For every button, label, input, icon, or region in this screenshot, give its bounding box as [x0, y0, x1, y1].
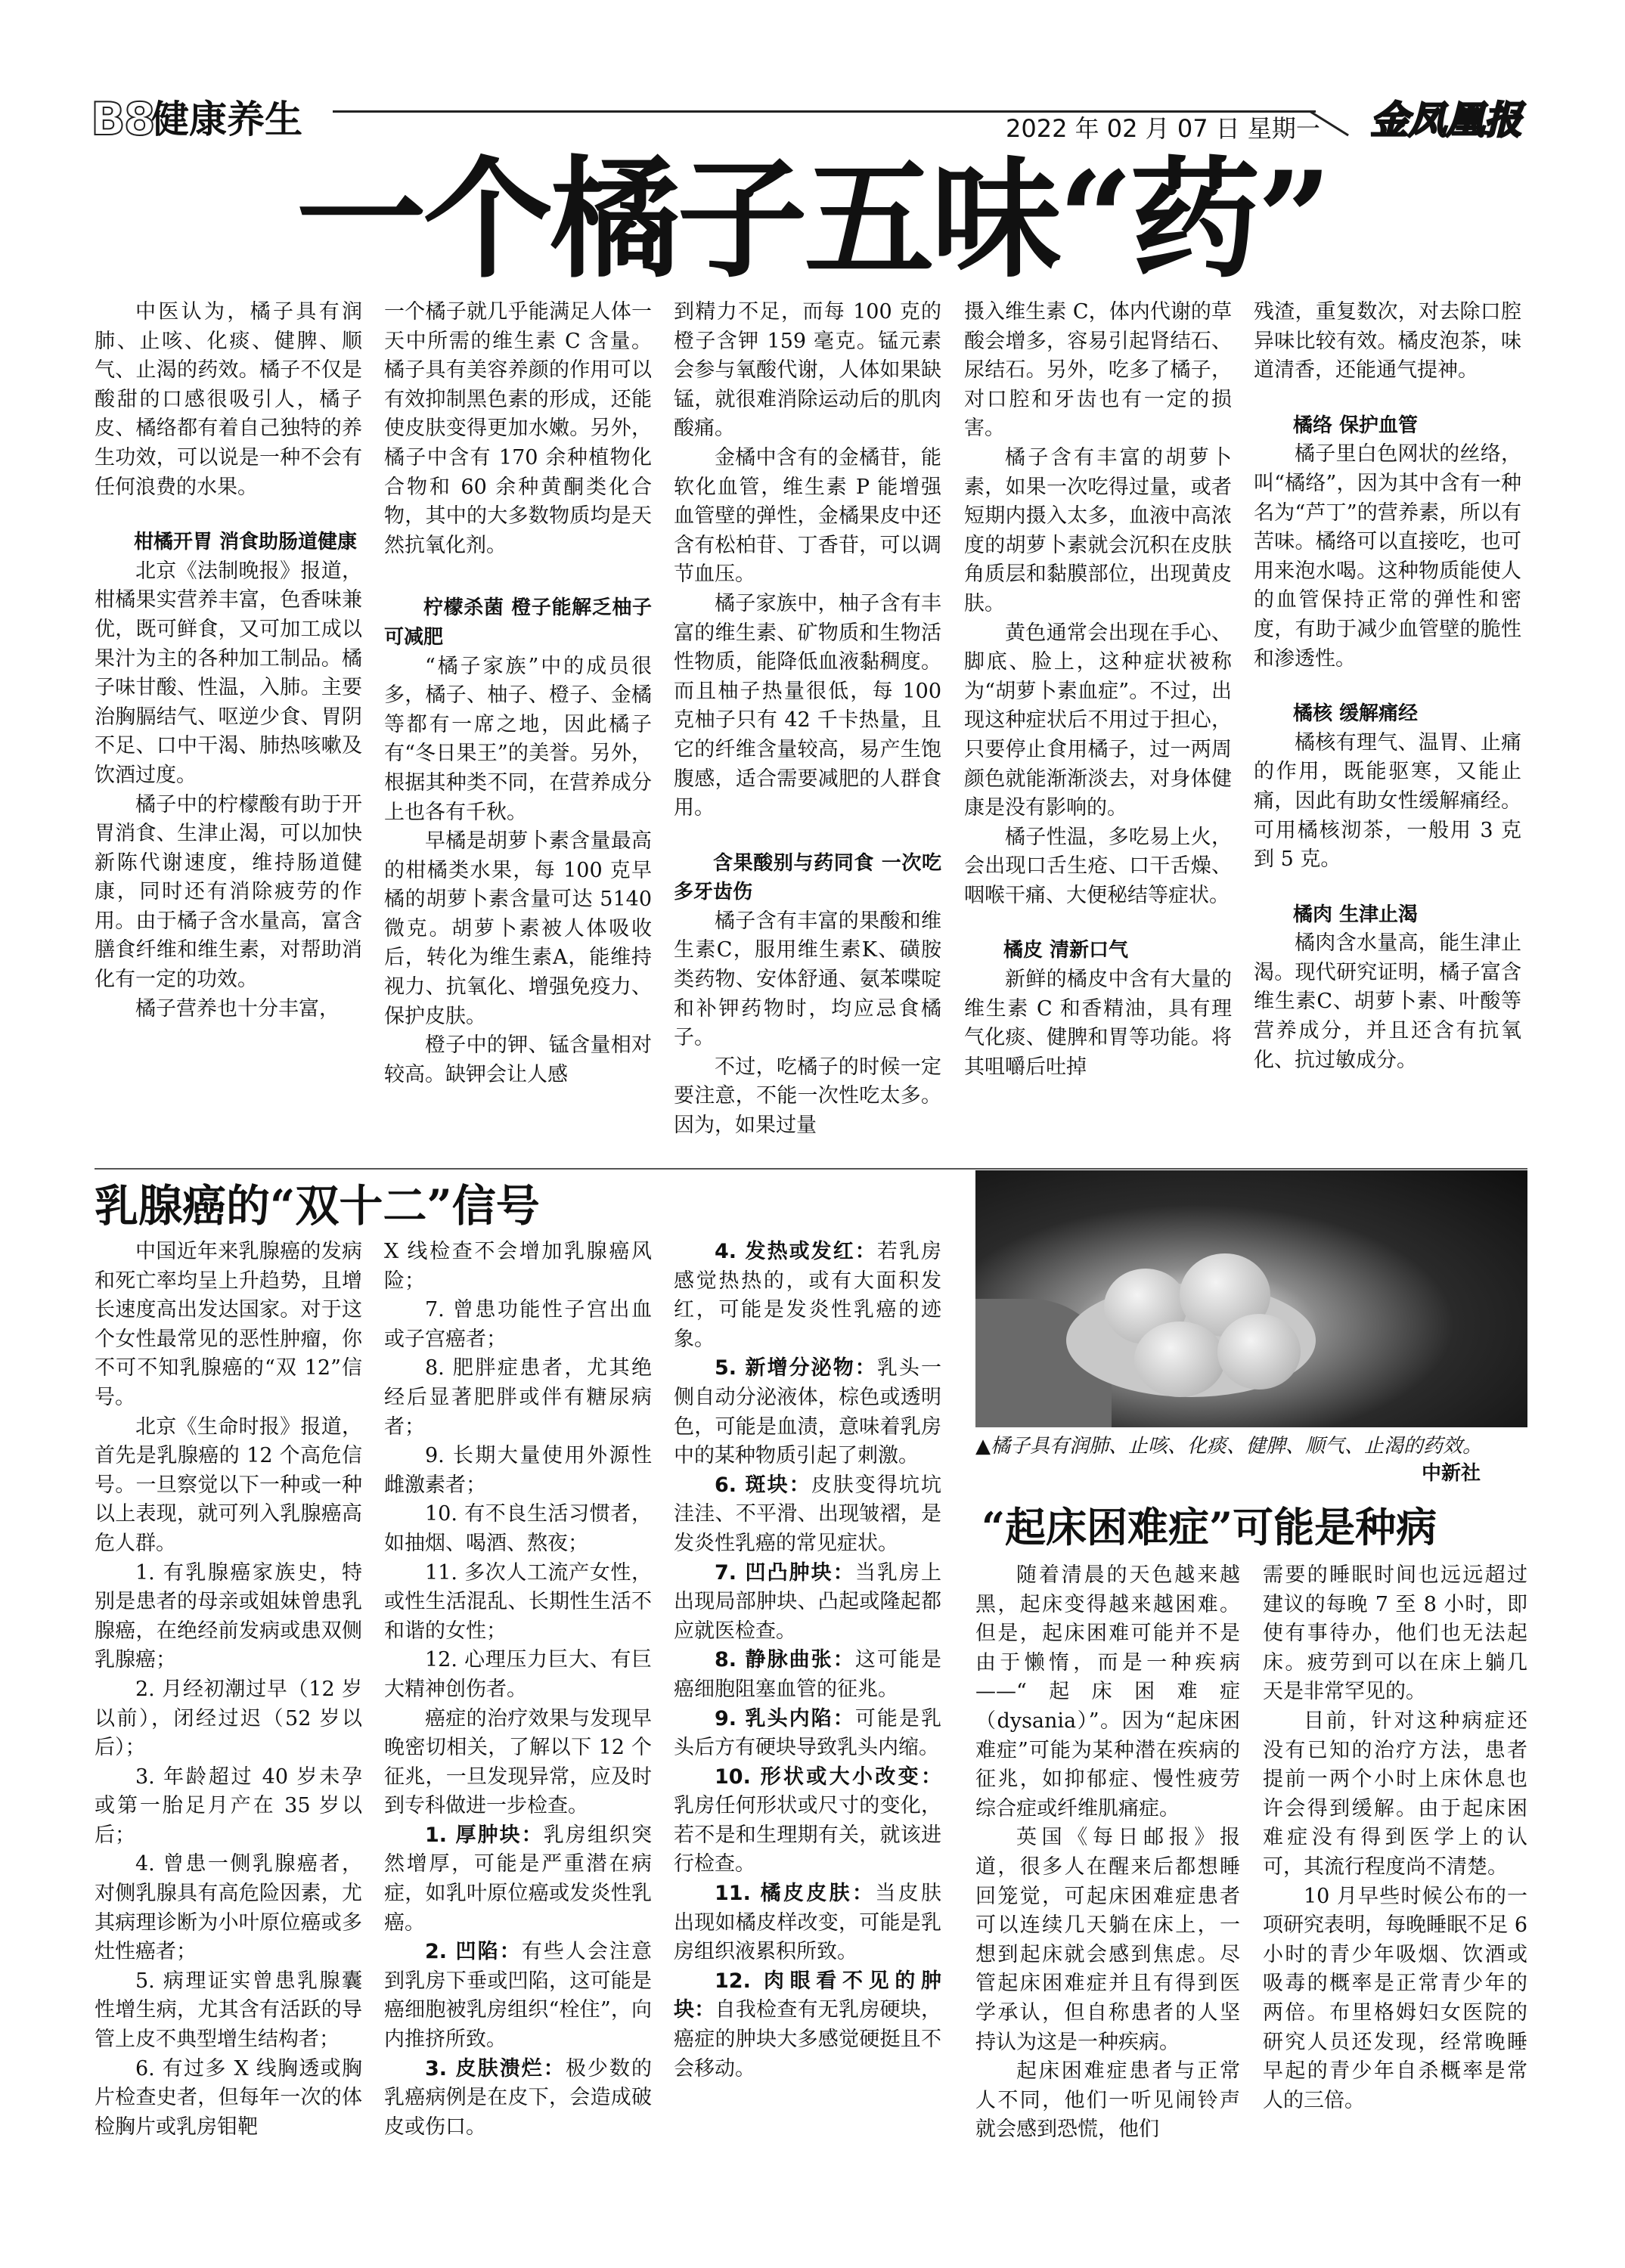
signal-text: 当乳房上出现局部肿块、凸起或隆起都应就医检查。: [674, 1560, 941, 1643]
paragraph: 金橘中含有的金橘苷，能软化血管，维生素 P 能增强血管壁的弹性，金橘果皮中还含有松柏苷、丁香苷，可以调节血压。: [674, 445, 941, 587]
issue-date: 2022 年 02 月 07 日 星期一: [1006, 114, 1320, 143]
signal-keyword: 2. 凹陷：: [425, 1940, 522, 1964]
paragraph: 10. 有不良生活习惯者，如抽烟、喝酒、熬夜；: [384, 1502, 652, 1555]
signal-keyword: 5. 新增分泌物：: [715, 1356, 877, 1380]
paragraph: 1. 有乳腺癌家族史，特别是患者的母亲或姐妹曾患乳腺癌，在绝经前发病或患双侧乳腺癌；: [95, 1560, 362, 1672]
paragraph: 2. 月经初潮过早（12 岁以前），闭经过迟（52 岁以后）；: [95, 1677, 362, 1760]
article1-column-5: [1254, 298, 1521, 1075]
signal-text: 当皮肤出现如橘皮样改变，可能是乳房组织液累积所致。: [674, 1882, 942, 1964]
article3-column-2: [1263, 1561, 1527, 2115]
main-headline: 一个橘子五味“药”: [296, 142, 1329, 296]
photo-credit: 中新社: [1422, 1462, 1481, 1485]
paragraph: 橘子含有丰富的果酸和维生素C，服用维生素K、磺胺类药物、安体舒通、氨苯喋啶和补钾药物时，均应忌食橘子。: [674, 909, 941, 1050]
subheading: 橘核 缓解痛经: [1293, 702, 1419, 726]
paragraph: 橘子里白色网状的丝络，叫“橘络”，因为其中含有一种名为“芦丁”的营养素，所以有苦味。橘络可以直接吃，也可用来泡水喝。这种物质能使人的血管保持正常的弹性和密度，有助于减少血管壁的脆性和渗透性。: [1254, 442, 1521, 671]
photo-orange-shape: [1134, 1321, 1225, 1397]
paragraph: 北京《法制晚报》报道，柑橘果实营养丰富，色香味兼优，既可鲜食，又可加工成以果汁为主的各种加工制品。橘子味甘酸、性温，入肺。主要治胸膈结气、呕逆少食、胃阴不足、口中干渴、肺热咳嗽及饮酒过度。: [95, 559, 362, 787]
signal-keyword: 12. 肉眼看不见的肿块：: [674, 1969, 941, 2022]
paragraph: “橘子家族”中的成员很多，橘子、柚子、橙子、金橘等都有一席之地，因此橘子有“冬日果王”的美誉。另外，根据其种类不同，在营养成分上也各有千秋。: [384, 654, 652, 824]
paragraph: 5. 病理证实曾患乳腺囊性增生病，尤其含有活跃的导管上皮不典型增生结构者；: [95, 1969, 362, 2052]
article1-column-4: [964, 298, 1232, 1082]
section-divider: [95, 1168, 1527, 1170]
signal-keyword: 9. 乳头内陷：: [715, 1706, 855, 1730]
header-rule: [333, 110, 1316, 113]
paragraph: 不过，吃橘子的时候一定要注意，不能一次性吃太多。因为，如果过量: [674, 1055, 941, 1138]
paragraph: 橘核有理气、温胃、止痛的作用，既能驱寒，又能止痛，因此有助女性缓解痛经。可用橘核沏茶，一般用 3 克到 5 克。: [1254, 730, 1521, 872]
paragraph: [674, 1879, 941, 1967]
paragraph: 新鲜的橘皮中含有大量的维生素 C 和香精油，具有理气化痰、健脾和胃等功能。将其咀嚼后吐掉: [964, 968, 1232, 1079]
section-title: 健康养生: [151, 98, 302, 141]
paragraph: 橘子中的柠檬酸有助于开胃消食、生津止渴，可以加快新陈代谢速度，维持肠道健康，同时还有消除疲劳的作用。由于橘子含水量高，富含膳食纤维和维生素，对帮助消化有一定的功效。: [95, 792, 362, 992]
article2-column-2: [384, 1238, 652, 2142]
subheading: 橘肉 生津止渴: [1293, 903, 1419, 926]
signal-text: 可能是乳头后方有硬块导致乳头内缩。: [674, 1706, 941, 1760]
signal-keyword: 10. 形状或大小改变：: [715, 1765, 941, 1789]
paragraph: 10 月早些时候公布的一项研究表明，每晚睡眠不足 6 小时的青少年吸烟、饮酒或吸毒的概率是正常青少年的两倍。布里格姆妇女医院的研究人员还发现，经常晚睡早起的青少年自杀概率是常人的三倍。: [1263, 1884, 1527, 2112]
paragraph: [674, 1471, 941, 1559]
signal-keyword: 1. 厚肿块：: [425, 1823, 544, 1847]
signal-text: 若乳房感觉热热的，或有大面积发红，可能是发炎性乳癌的迹象。: [674, 1240, 941, 1351]
paragraph: 橙子中的钾、锰含量相对较高。缺钾会让人感: [384, 1033, 652, 1086]
paragraph: [674, 1763, 941, 1879]
paragraph: 9. 长期大量使用外源性雌激素者；: [384, 1444, 652, 1497]
paragraph: 12. 心理压力巨大、有巨大精神创伤者。: [384, 1648, 652, 1701]
paragraph: [384, 1821, 652, 1938]
paragraph: [384, 2055, 652, 2143]
paragraph: 中医认为，橘子具有润肺、止咳、化痰、健脾、顺气、止渴的药效。橘子不仅是酸甜的口感很吸引人，橘子皮、橘络都有着自己独特的养生功效，可以说是一种不会有任何浪费的水果。: [95, 300, 362, 499]
photo-caption: ▲橘子具有润肺、止咳、化痰、健脾、顺气、止渴的药效。: [975, 1435, 1482, 1458]
article1-column-2: [384, 298, 652, 1089]
paragraph: 英国《每日邮报》报道，很多人在醒来后都想睡回笼觉，可起床困难症患者可以连续几天躺在床上，一想到起床就会感到焦虑。尽管起床困难症并且有得到医学承认，但自称患者的人坚持认为这是一种疾病。: [975, 1826, 1240, 2054]
signal-text: 这可能是癌细胞阻塞血管的征兆。: [674, 1648, 941, 1701]
signal-keyword: 3. 皮肤溃烂：: [425, 2056, 566, 2081]
paragraph: 起床困难症患者与正常人不同，他们一听见闹铃声就会感到恐慌，他们: [975, 2059, 1240, 2142]
paragraph: 中国近年来乳腺癌的发病和死亡率均呈上升趋势，且增长速度高出发达国家。对于这个女性最常见的恶性肿瘤，你不可不知乳腺癌的“双 12”信号。: [95, 1240, 362, 1409]
subheading: 橘皮 清新口气: [1003, 939, 1129, 962]
signal-text: 有些人会注意到乳房下垂或凹陷，这可能是癌细胞被乳房组织“栓住”，向内推挤所致。: [384, 1940, 652, 2052]
article2-title: 乳腺癌的“双十二”信号: [95, 1180, 540, 1232]
paragraph: [674, 1354, 941, 1470]
paragraph: 北京《生命时报》报道，首先是乳腺癌的 12 个高危信号。一旦察觉以下一种或一种以上表现，就可列入乳腺癌高危人群。: [95, 1414, 362, 1555]
newspaper-logo: 金凤凰报: [1370, 98, 1522, 142]
paragraph: 橘子性温，多吃易上火，会出现口舌生疮、口干舌燥、咽喉干痛、大便秘结等症状。: [964, 825, 1232, 907]
paragraph: 目前，针对这种病症还没有已知的治疗方法，患者提前一两个小时上床休息也许会得到缓解。由于起床困难症没有得到医学上的认可，其流行程度尚不清楚。: [1263, 1709, 1527, 1879]
paragraph: [674, 1559, 941, 1647]
photo-orange-shape: [1217, 1314, 1301, 1390]
paragraph: 4. 曾患一侧乳腺癌者，对侧乳腺具有高危险因素，尤其病理诊断为小叶原位癌或多灶性癌者；: [95, 1852, 362, 1964]
paragraph: 一个橘子就几乎能满足人体一天中所需的维生素 C 含量。橘子具有美容养颜的作用可以有效抑制黑色素的形成，还能使皮肤变得更加水嫩。另外，橘子中含有 170 余种植物化合物和 60 余种黄酮类化合物，其中的大多数物质均是天然抗氧化剂。: [384, 300, 652, 557]
paragraph: [674, 1646, 941, 1704]
signal-keyword: 11. 橘皮皮肤：: [715, 1882, 876, 1906]
paragraph: 需要的睡眠时间也远远超过建议的每晚 7 至 8 小时，即使有事待办，他们也无法起床。疲劳到可以在床上躺几天是非常罕见的。: [1263, 1563, 1527, 1704]
article3-title: “起床困难症”可能是种病: [982, 1503, 1437, 1551]
subheading: 含果酸别与药同食 一次吃多牙齿伤: [674, 851, 941, 904]
paragraph: 残渣，重复数次，对去除口腔异味比较有效。橘皮泡茶，味道清香，还能通气提神。: [1254, 300, 1521, 383]
signal-text: 乳头一侧自动分泌液体，棕色或透明色，可能是血渍，意味着乳房中的某种物质引起了刺激。: [674, 1356, 941, 1468]
subheading: 橘络 保护血管: [1293, 414, 1419, 437]
paragraph: 橘肉含水量高，能生津止渴。现代研究证明，橘子富含维生素C、胡萝卜素、叶酸等营养成分，并且还含有抗氧化、抗过敏成分。: [1254, 931, 1521, 1072]
paragraph: 黄色通常会出现在手心、脚底、脸上，这种症状被称为“胡萝卜素血症”。不过，出现这种症状后不用过于担心，只要停止食用橘子，过一两周颜色就能渐渐淡去，对身体健康是没有影响的。: [964, 621, 1232, 820]
signal-keyword: 7. 凹凸肿块：: [715, 1560, 855, 1585]
paragraph: 7. 曾患功能性子宫出血或子宫癌者；: [384, 1298, 652, 1351]
signal-keyword: 8. 静脉曲张：: [715, 1648, 855, 1672]
paragraph: 摄入维生素 C，体内代谢的草酸会增多，容易引起肾结石、尿结石。另外，吃多了橘子，对口腔和牙齿也有一定的损害。: [964, 300, 1232, 441]
paragraph: [384, 1938, 652, 2054]
paragraph: 橘子家族中，柚子含有丰富的维生素、矿物质和生物活性物质，能降低血液黏稠度。而且柚子热量很低，每 100 克柚子只有 42 千卡热量，且它的纤维含量较高，易产生饱腹感，适合需要减肥的人群食用。: [674, 591, 941, 820]
article3-column-1: [975, 1561, 1240, 2145]
paragraph: 到精力不足，而每 100 克的橙子含钾 159 毫克。锰元素会参与氧酸代谢，人体如果缺锰，就很难消除运动后的肌肉酸痛。: [674, 300, 941, 441]
signal-keyword: 4. 发热或发红：: [715, 1240, 877, 1263]
signal-text: 乳房组织突然增厚，可能是严重潜在病症，如乳叶原位癌或发炎性乳癌。: [384, 1823, 652, 1935]
paragraph: 早橘是胡萝卜素含量最高的柑橘类水果，每 100 克早橘的胡萝卜素含量可达 5140 微克。胡萝卜素被人体吸收后，转化为维生素A，能维持视力、抗氧化、增强免疫力、保护皮肤。: [384, 829, 652, 1028]
paragraph: 11. 多次人工流产女性，或性生活混乱、长期性生活不和谐的女性；: [384, 1560, 652, 1643]
paragraph: 3. 年龄超过 40 岁未孕或第一胎足月产在 35 岁以后；: [95, 1765, 362, 1847]
article2-column-3: [674, 1238, 941, 2084]
paragraph: 橘子含有丰富的胡萝卜素，如果一次吃得过量，或者短期内摄入太多，血液中高浓度的胡萝卜素就会沉积在皮肤角质层和黏膜部位，出现黄皮肤。: [964, 445, 1232, 615]
paragraph: X 线检查不会增加乳腺癌风险；: [384, 1240, 652, 1293]
paragraph: 6. 有过多 X 线胸透或胸片检查史者，但每年一次的体检胸片或乳房钼靶: [95, 2056, 362, 2139]
paragraph: [674, 1705, 941, 1763]
signal-text: 自我检查有无乳房硬块，癌症的肿块大多感觉硬挺且不会移动。: [674, 1998, 941, 2081]
article1-column-1: [95, 298, 362, 1024]
page-number: B8: [91, 93, 154, 146]
paragraph: [674, 1238, 941, 1354]
paragraph: 癌症的治疗效果与发现早晚密切相关，了解以下 12 个征兆，一旦发现异常，应及时到专科做进一步检查。: [384, 1706, 652, 1818]
signal-text: 乳房任何形状或尺寸的变化，若不是和生理期有关，就该进行检查。: [674, 1794, 941, 1876]
signal-text: 皮肤变得坑坑洼洼、不平滑、出现皱褶，是发炎性乳癌的常见症状。: [674, 1473, 941, 1555]
subheading: 柑橘开胃 消食助肠道健康: [134, 531, 358, 554]
paragraph: 8. 肥胖症患者，尤其绝经后显著肥胖或伴有糖尿病者；: [384, 1356, 652, 1439]
paragraph: 随着清晨的天色越来越黑，起床变得越来越困难。但是，起床困难可能并不是由于懒惰，而是一种疾病——“起床困难症（dysania）”。因为“起床困难症”可能为某种潜在疾病的征兆，如抑郁症、慢性疲劳综合症或纤维肌痛症。: [975, 1563, 1240, 1820]
paragraph: [674, 1967, 941, 2084]
subheading: 柠檬杀菌 橙子能解乏柚子可减肥: [384, 596, 652, 649]
article2-column-1: [95, 1238, 362, 2142]
oranges-photo: [975, 1170, 1527, 1427]
article1-column-3: [674, 298, 941, 1141]
signal-text: 极少数的乳癌病例是在皮下，会造成破皮或伤口。: [384, 2056, 652, 2139]
paragraph: 橘子营养也十分丰富，: [135, 996, 340, 1021]
signal-keyword: 6. 斑块：: [715, 1473, 811, 1497]
